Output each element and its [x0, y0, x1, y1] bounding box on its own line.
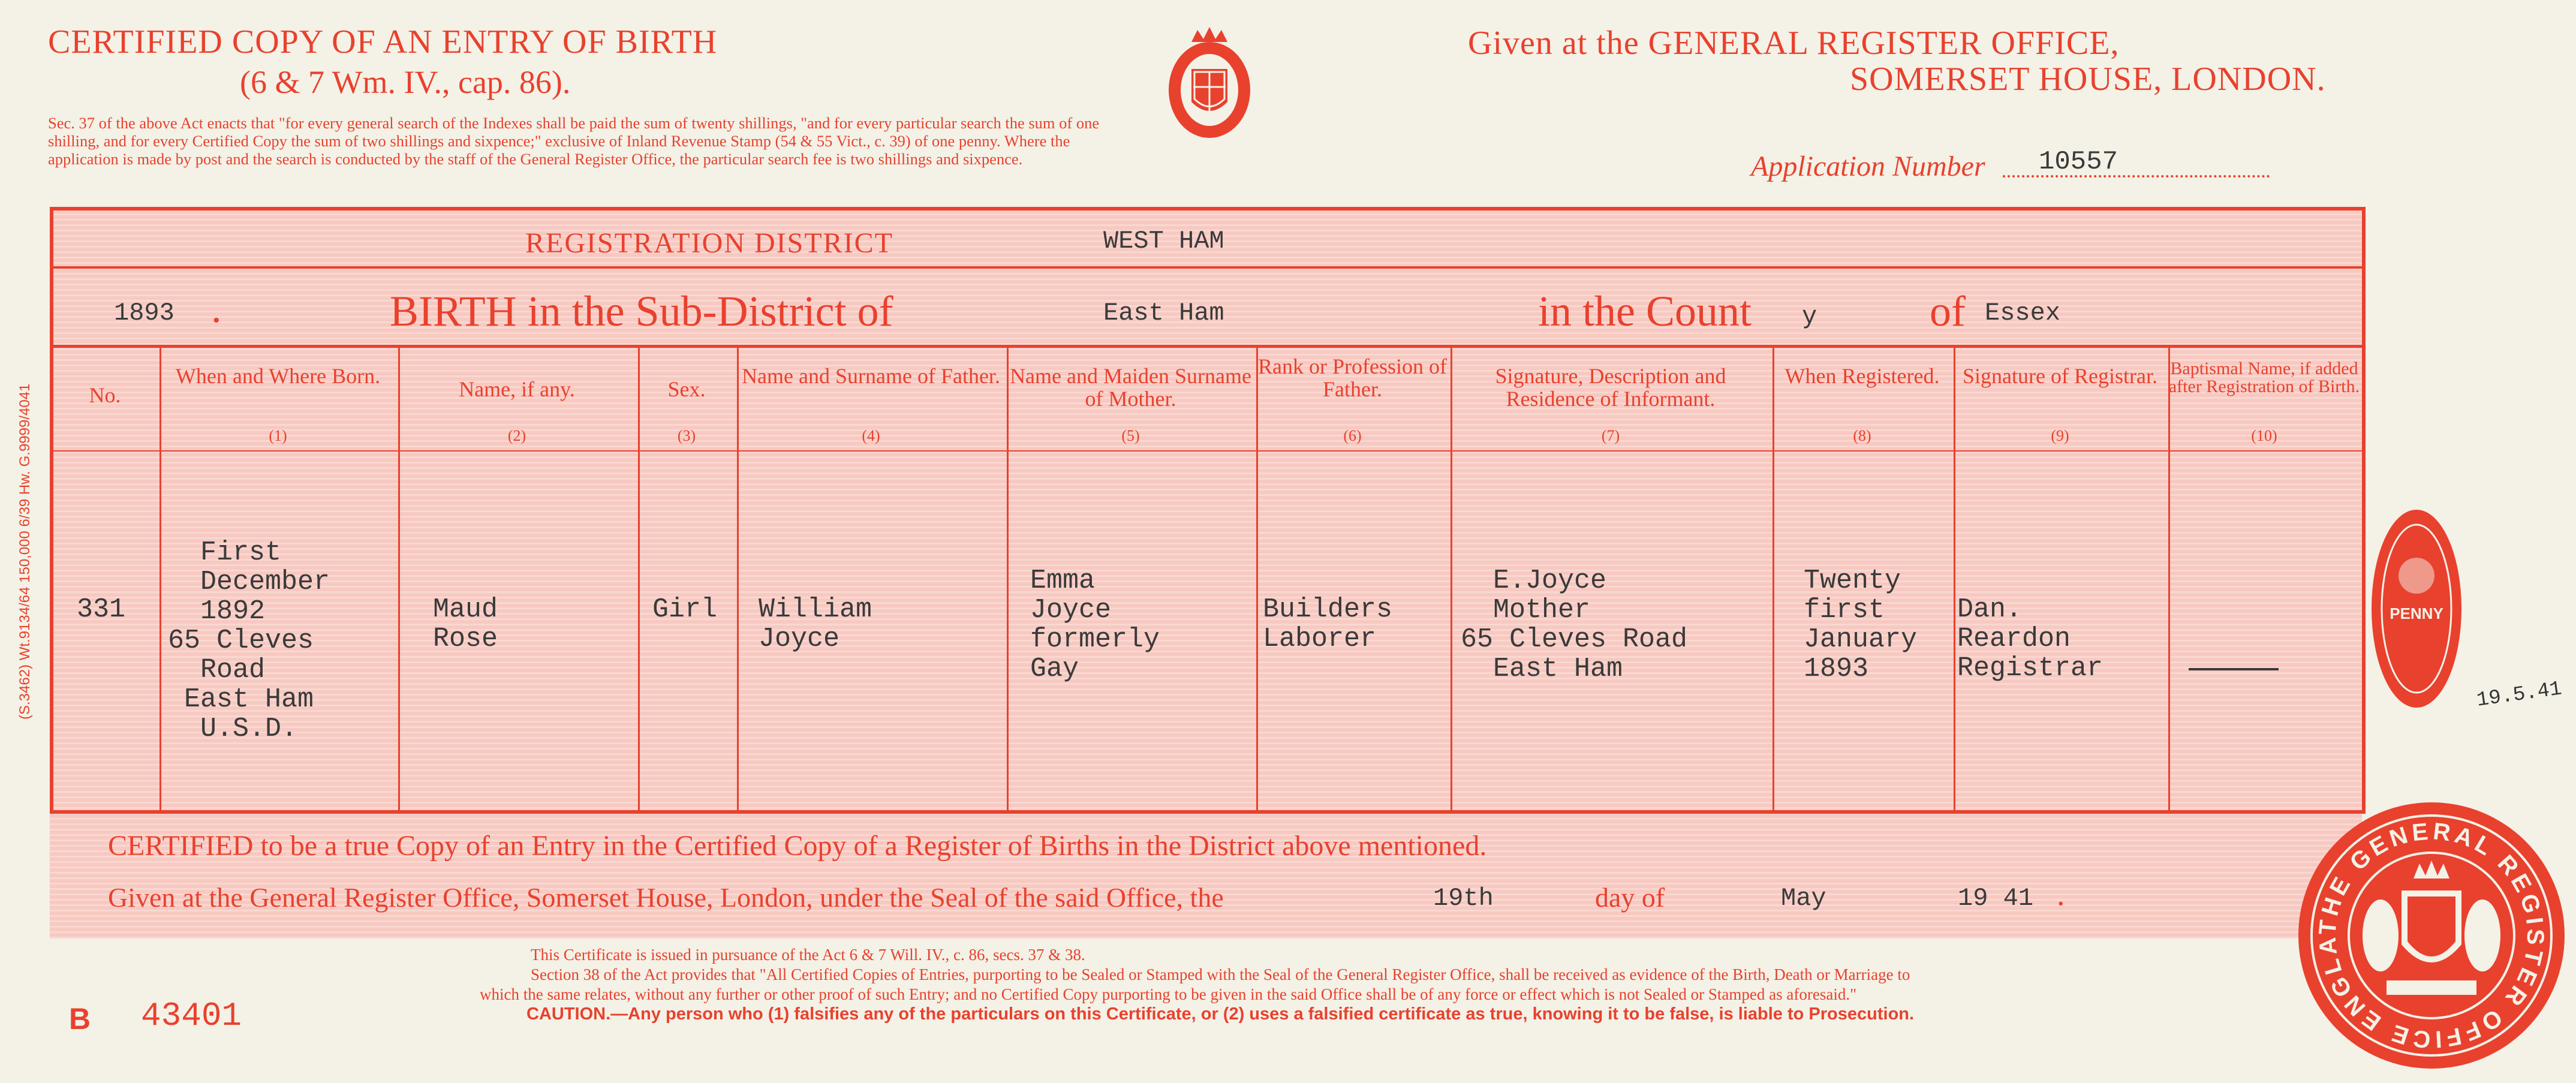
entry-profession: Builders Laborer — [1263, 594, 1393, 654]
column-number-2: (2) — [507, 427, 526, 444]
printer-imprint: (S.3462) Wt.9134/64 150,000 6/39 Hw. G.9999/4041 — [17, 383, 33, 720]
column-header-profession: Rank or Profession of Father. — [1258, 354, 1447, 401]
penny-revenue-stamp — [2369, 504, 2464, 714]
column-number-10: (10) — [2251, 427, 2277, 444]
footer-act-reference: This Certificate is issued in pursuance of the Act 6 & 7 Will. IV., c. 86, secs. 37 & 38. — [531, 946, 1085, 964]
entry-informant: E.Joyce Mother 65 Cleves Road East Ham — [1461, 565, 1688, 684]
entry-when-where: First December 1892 65 Cleves Road East Ham U.S.D. — [168, 537, 330, 744]
column-number-6: (6) — [1343, 427, 1362, 444]
act-reference: (6 & 7 Wm. IV., cap. 86). — [240, 64, 571, 100]
county-label: in the Count — [1538, 287, 1752, 335]
serial-number: 43401 — [141, 997, 242, 1035]
year-stop: . — [211, 285, 222, 332]
registration-district-label: REGISTRATION DISTRICT — [525, 227, 893, 259]
certification-statement: CERTIFIED to be a true Copy of an Entry in the Certified Copy of a Register of Births in the District above mentioned. — [108, 830, 1487, 862]
column-header-mother: Name and Maiden Surname of Mother. — [1010, 364, 1251, 411]
royal-crest-icon — [1158, 24, 1260, 144]
entry-no: 331 — [77, 594, 126, 625]
column-header-sex: Sex. — [667, 377, 706, 401]
certification-day: 19th — [1433, 884, 1494, 913]
certification-year: 19 41 — [1958, 884, 2034, 913]
column-header-baptismal: Baptismal Name, if added after Registration of Birth. — [2168, 359, 2360, 396]
column-number-8: (8) — [1853, 427, 1871, 444]
baptismal-blank-dash — [2189, 668, 2279, 670]
caution-notice: CAUTION.—Any person who (1) falsifies any of the particulars on this Certificate, or (2) uses a falsified certificate as true, knowing it to be false, is liable to Prosecution. — [526, 1004, 1915, 1024]
application-number-label: Application Number — [1751, 151, 1985, 182]
column-header-name: Name, if any. — [459, 377, 575, 401]
column-number-4: (4) — [862, 427, 880, 444]
column-header-informant: Signature, Description and Residence of Informant. — [1495, 364, 1726, 411]
county-of: of — [1930, 287, 1966, 335]
county-value: Essex — [1985, 299, 2061, 327]
column-number-1: (1) — [269, 427, 287, 444]
footer-section-38: Section 38 of the Act provides that "All Certified Copies of Entries, purporting to be Sealed or Stamped with the Seal of the General Register Office, shall be received as evidence of the Birth, Death or Marriage to — [531, 965, 1910, 983]
footer-section-38-cont: which the same relates, without any further or other proof of such Entry; and no Certified Copy purporting to be given in the said Office shall be of any force or effect which is not Sealed or Stamped as aforesaid." — [480, 985, 1857, 1003]
office-name: Given at the GENERAL REGISTER OFFICE, — [1468, 25, 2120, 62]
entry-father: William Joyce — [759, 594, 872, 654]
stamp-cancellation-date: 19.5.41 — [2475, 678, 2563, 712]
application-number: 10557 — [2039, 147, 2118, 177]
certification-given-at: Given at the General Register Office, Somerset House, London, under the Seal of the said Office, the — [108, 882, 1224, 913]
certification-stop: . — [2057, 876, 2065, 912]
column-header-registered: When Registered. — [1784, 364, 1940, 388]
seal-ring-text: THE GENERAL REGISTER OFFICE ENGLA — [2314, 818, 2549, 1053]
certification-day-of: day of — [1595, 882, 1665, 913]
column-header-father: Name and Surname of Father. — [742, 364, 1000, 388]
entry-registrar: Dan. Reardon Registrar — [1957, 594, 2103, 684]
column-header-registrar: Signature of Registrar. — [1963, 364, 2157, 388]
entry-sex: Girl — [652, 594, 718, 625]
general-register-office-seal — [2297, 801, 2566, 1070]
county-label-suffix: y — [1802, 302, 1817, 331]
serial-prefix: B — [69, 1002, 91, 1036]
registration-year: 1893 — [114, 299, 174, 327]
subdistrict-value: East Ham — [1103, 299, 1224, 327]
stamp-value: PENNY — [2390, 604, 2443, 622]
certificate-title: CERTIFIED COPY OF AN ENTRY OF BIRTH — [48, 23, 718, 61]
column-header-when-where: When and Where Born. — [175, 364, 381, 388]
certification-month: May — [1781, 884, 1826, 913]
office-address: SOMERSET HOUSE, LONDON. — [1850, 61, 2326, 98]
column-number-7: (7) — [1601, 427, 1620, 444]
column-number-3: (3) — [677, 427, 696, 444]
fee-notice: Sec. 37 of the above Act enacts that "for every general search of the Indexes shall be paid the sum of twenty shillings, "and for every particular search the sum of one shilling, and for every Certified Copy the sum of two shillings and sixpence;" exclusive of Inland Revenue Stamp (54 & 55 Vict., c. 39) of one penny. Where the application is made by post and the search is conducted by the staff of the General Register Office, the particular search fee is two shillings and sixpence. — [48, 114, 1100, 168]
column-header-no: No. — [89, 383, 121, 407]
subdistrict-label: BIRTH in the Sub-District of — [390, 287, 893, 335]
entry-mother: Emma Joyce formerly Gay — [1030, 565, 1160, 684]
column-number-9: (9) — [2051, 427, 2069, 444]
column-number-5: (5) — [1121, 427, 1140, 444]
registration-district-value: WEST HAM — [1103, 227, 1224, 255]
entry-registered: Twenty first January 1893 — [1804, 565, 1918, 684]
entry-name: Maud Rose — [433, 594, 498, 654]
